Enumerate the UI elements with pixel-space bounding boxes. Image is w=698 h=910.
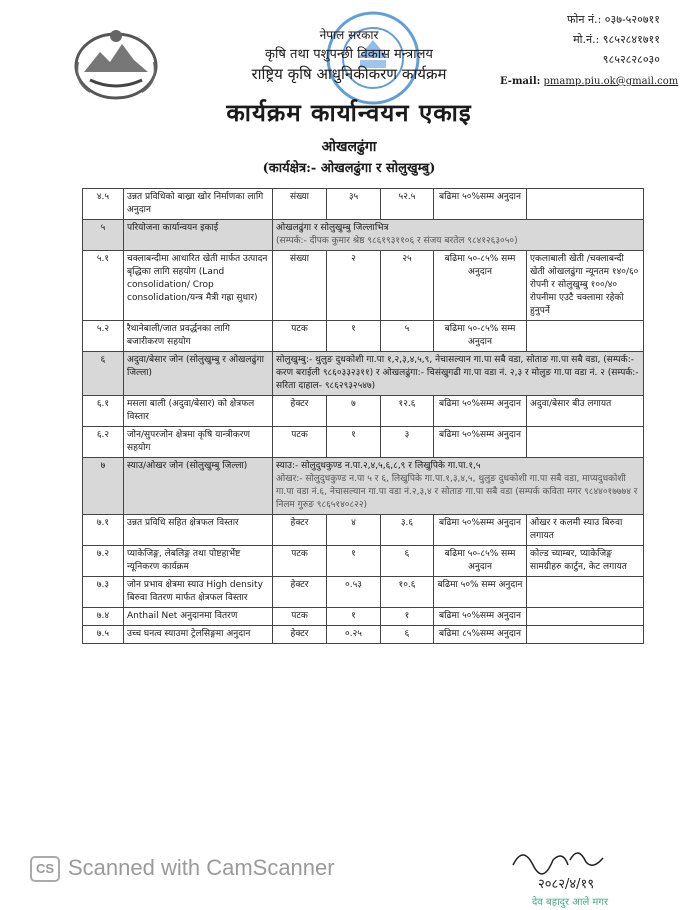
row-remark: कोल्ड च्याम्बर, प्याकेजिङ्ग सामग्रीहरु कार्टुन, केट लगायत (527, 546, 644, 577)
section-desc-line-1: ओखलढुंगा र सोलुखुम्बु जिल्लाभित्र (276, 223, 389, 233)
table-row (83, 251, 644, 321)
row-quantity: ०.५३ (327, 577, 381, 608)
row-title: मसला बाली (अदुवा/बेसार) को क्षेत्रफल विस्तार (124, 396, 273, 427)
table-row (83, 546, 644, 577)
row-unit: संख्या (273, 251, 327, 321)
row-remark (527, 427, 644, 458)
row-number: ७.४ (83, 608, 124, 626)
phone-line: फोन नं.: ०३७-५२०७११ (567, 13, 660, 26)
row-unit: हेक्टर (273, 396, 327, 427)
row-number: ४.५ (83, 189, 124, 220)
row-title: उन्नत प्रविधि सहित क्षेत्रफल विस्तार (124, 515, 273, 546)
row-amount: ३.६ (381, 515, 434, 546)
section-desc-line-2: (सम्पर्क:- दीपक कुमार श्रेष्ठ ९८६१९३११०६ र संजय बरतेल ९८४१२६३०५०) (276, 236, 518, 246)
row-grant: बढिमा ५०%सम्म अनुदान (434, 427, 527, 458)
row-title: परियोजना कार्यान्वयन इकाई (124, 220, 273, 251)
row-title: प्याकेजिङ्ग, लेबलिङ्ग तथा पोष्टहार्भेष्ट न्यूनिकरण कार्यक्रम (124, 546, 273, 577)
table-row (83, 626, 644, 644)
row-number: ६.१ (83, 396, 124, 427)
row-remark: एकलाबाली खेती /चक्लाबन्दी खेती ओखलढुंगा न्यूनतम १४०/६० रोपनी र सोलुखुम्बु १००/४० रोपनीमा एउटै चक्लामा रहेको हुनुपर्ने (527, 251, 644, 321)
mobile-line-1: मो.नं.: ९८५२८४१७११ (573, 33, 660, 46)
table-row (83, 608, 644, 626)
row-quantity: ७ (327, 396, 381, 427)
row-grant: बढिमा ५०%सम्म अनुदान (434, 189, 527, 220)
row-grant: बढिमा ५०-८५% सम्म अनुदान (434, 546, 527, 577)
row-title: उच्च घनत्व स्याउमा ट्रेलसिङ्गमा अनुदान (124, 626, 273, 644)
row-remark: ओखर र कलमी स्याउ बिरुवा लगायत (527, 515, 644, 546)
row-amount: ५२.५ (381, 189, 434, 220)
camscanner-watermark: CS Scanned with CamScanner (30, 855, 335, 882)
email-line: E-mail: pmamp.piu.ok@gmail.com (500, 76, 679, 87)
row-number: ५.२ (83, 321, 124, 352)
row-number: ५ (83, 220, 124, 251)
row-amount: १२.६ (381, 396, 434, 427)
row-quantity: ३५ (327, 189, 381, 220)
working-area: (कार्यक्षेत्र:- ओखलढुंगा र सोलुखुम्बु) (262, 161, 436, 176)
row-quantity: २ (327, 251, 381, 321)
office-location: ओखलढुंगा (321, 139, 377, 155)
row-quantity: ४ (327, 515, 381, 546)
row-amount: ६ (381, 626, 434, 644)
row-number: ७.५ (83, 626, 124, 644)
header-line-2: कृषि तथा पशुपन्छी विकास मन्त्रालय (265, 47, 433, 62)
row-number: ६ (83, 352, 124, 396)
row-number: ५.१ (83, 251, 124, 321)
row-unit: हेक्टर (273, 577, 327, 608)
row-title: रैथानेबाली/जात प्रवर्द्धनका लागि बजारीकरण सहयोग (124, 321, 273, 352)
row-number: ७.२ (83, 546, 124, 577)
row-title: Anthail Net अनुदानमा वितरण (124, 608, 273, 626)
row-unit: पटक (273, 546, 327, 577)
row-remark (527, 577, 644, 608)
row-unit: पटक (273, 321, 327, 352)
row-grant: बढिमा ५०-८५% सम्म अनुदान (434, 251, 527, 321)
office-title: कार्यक्रम कार्यान्वयन एकाइ (226, 98, 472, 127)
signature-name: देव बहादुर आले मगर (532, 897, 609, 908)
table-row (83, 515, 644, 546)
section-description (273, 458, 644, 515)
row-title: चक्लाबन्दीमा आधारित खेती मार्फत उत्पादन बृद्धिका लागि सहयोग (Land consolidation/ Crop consolidation/यन्त्र मैत्री गह्रा सुधार) (124, 251, 273, 321)
row-quantity: १ (327, 546, 381, 577)
section-desc-line-1: सोलुखुम्बु:- थुलुङ दुधकोशी गा.पा १,२,३,४,५,९, नेचासल्यान गा.पा सबै वडा, सोताङ गा.पा सबै वडा, (सम्पर्क:- करण बराईली ९८६०३३२३११) र ओखलढुंगा:- चिसंखुगढी गा.पा वडा नं. २,३ र मोलुङ गा.पा वडा नं. २ (सम्पर्क:- सरिता दाहाल- ९८६२९३२५४७) (276, 355, 639, 391)
row-title: अदुवा/बेसार जोन (सोलुखुम्बु र ओखलढुंगा जिल्ला) (124, 352, 273, 396)
row-grant: बढिमा ५०%सम्म अनुदान (434, 396, 527, 427)
row-grant: बढिमा ५०% सम्म अनुदान (434, 577, 527, 608)
row-amount: २५ (381, 251, 434, 321)
row-grant: बढिमा ५०%सम्म अनुदान (434, 515, 527, 546)
section-row (83, 352, 644, 396)
row-unit: संख्या (273, 189, 327, 220)
row-amount: १०.६ (381, 577, 434, 608)
row-number: ७ (83, 458, 124, 515)
table-row (83, 321, 644, 352)
table-row (83, 396, 644, 427)
row-quantity: १ (327, 608, 381, 626)
section-row (83, 458, 644, 515)
letterhead (0, 0, 698, 186)
row-quantity: १ (327, 427, 381, 458)
row-quantity: ०.२५ (327, 626, 381, 644)
row-amount: १ (381, 608, 434, 626)
table-row (83, 577, 644, 608)
section-row (83, 220, 644, 251)
header-line-1: नेपाल सरकार (319, 28, 379, 42)
section-description (273, 352, 644, 396)
row-grant: बढिमा ८५%सम्म अनुदान (434, 626, 527, 644)
row-unit: हेक्टर (273, 515, 327, 546)
section-description (273, 220, 644, 251)
row-grant: बढिमा ५०%सम्म अनुदान (434, 608, 527, 626)
section-desc-line-1: स्याउ:- सोलुदुधकुण्ड न.पा.२,४,५,६,८,९ र लिखुपिके गा.पा.१,५ (276, 461, 481, 471)
row-title: जोन/सुपरजोन क्षेत्रमा कृषि यान्त्रीकरण सहयोग (124, 427, 273, 458)
row-title: स्याउ/ओखर जोन (सोलुखुम्बु जिल्ला) (124, 458, 273, 515)
signature-icon (508, 840, 658, 900)
section-desc-line-2: ओखर:- सोलुदुधकुण्ड न.पा ५ र ६, लिखुपिके गा.पा.१,३,४,५, थुलुङ दुधकोशी गा.पा सबै वडा, माप्यदुधकोशी गा.पा वडा नं.६, नेचासल्यान गा.पा वडा नं.२,३,४ र सोताङ गा.पा सबै वडा (सम्पर्क कविता मगर ९८४४०१७७७४ र निलम गुरुङ ९८६५१४०८२२) (276, 474, 638, 510)
row-unit: पटक (273, 608, 327, 626)
row-number: ६.२ (83, 427, 124, 458)
row-remark: अदुवा/बेसार बीउ लगायत (527, 396, 644, 427)
row-title: जोन प्रभाव क्षेत्रमा स्याउ High density बिरुवा वितरण मार्फत क्षेत्रफल विस्तार (124, 577, 273, 608)
row-unit: हेक्टर (273, 626, 327, 644)
camscanner-logo-icon: CS (30, 856, 60, 882)
table-row (83, 189, 644, 220)
row-unit: पटक (273, 427, 327, 458)
row-remark (527, 321, 644, 352)
table-row (83, 427, 644, 458)
row-amount: ३ (381, 427, 434, 458)
signature-date: २०८२/४/१९ (538, 877, 595, 892)
email-link[interactable]: pmamp.piu.ok@gmail.com (543, 76, 679, 87)
row-number: ७.३ (83, 577, 124, 608)
row-quantity: १ (327, 321, 381, 352)
row-remark (527, 608, 644, 626)
row-amount: ५ (381, 321, 434, 352)
row-remark (527, 626, 644, 644)
row-number: ७.१ (83, 515, 124, 546)
row-title: उन्नत प्रविधिको बाख्रा खोर निर्माणका लागि अनुदान (124, 189, 273, 220)
contact-block (500, 10, 690, 92)
row-grant: बढिमा ५०-८५% सम्म अनुदान (434, 321, 527, 352)
row-remark (527, 189, 644, 220)
row-amount: ६ (381, 546, 434, 577)
program-table (82, 188, 644, 644)
header-line-3: राष्ट्रिय कृषि आधुनिकीकरण कार्यक्रम (251, 65, 447, 83)
mobile-line-2: ९८५२८२८०३० (602, 53, 660, 66)
